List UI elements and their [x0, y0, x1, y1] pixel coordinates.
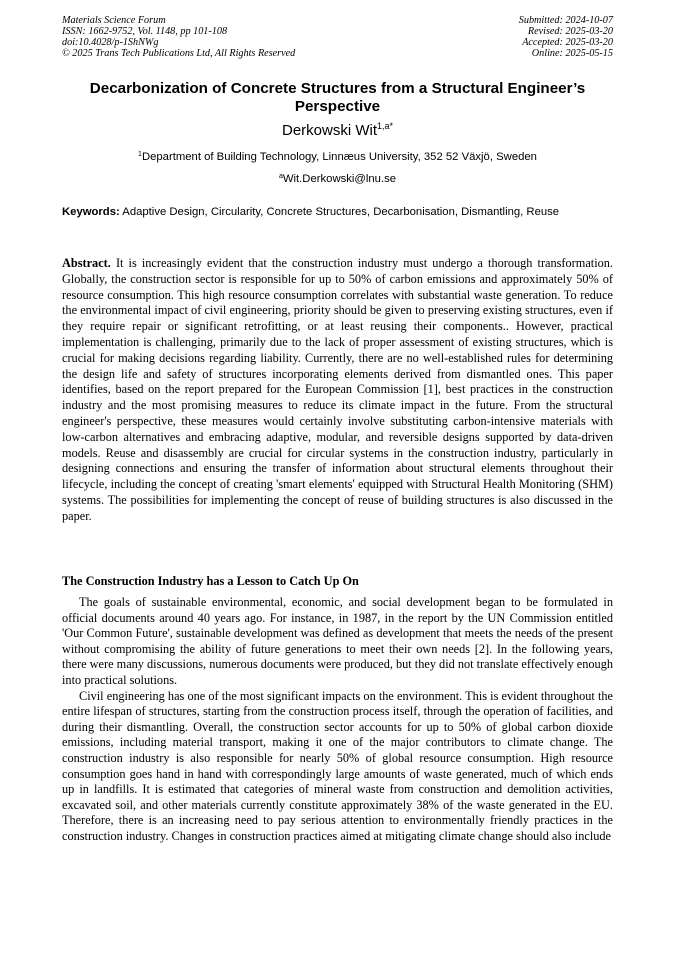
affiliation: [62, 150, 613, 164]
date-revised: Revised: 2025-03-20: [527, 26, 613, 37]
affiliation-mark: 1: [138, 151, 142, 158]
abstract-text: It is increasingly evident that the construction industry must undergo a thorough transformation. Globally, the construction sector is responsible for up to 50% of carbon emissions and approximately 50% of resource consumption. This high resource consumption correlates with substantial waste generation. To reduce the environmental impact of civil engineering, priority should be given to preserving existing structures, even if they require repair or significant retrofitting, or at least reusing their components.. However, practical implementation is challenging, primarily due to the lack of proper assessment of existing structures, which is crucial for making decisions regarding liability. Currently, there are no well-established rules for determining the design life and safety of structures incorporating elements derived from dismantled ones. This paper identifies, based on the report prepared for the European Commission [1], best practices in the construction industry and the most promising measures to reduce its climate impact in the future. From the structural engineer's perspective, these measures would certainly involve substituting carbon-intensive materials with low-carbon alternatives and embracing adaptive, modular, and reversible designs supported by data-driven models. Reuse and disassembly are crucial for circular systems in the construction industry, particularly in designing connections and ensuring the transfer of information about structural elements throughout their lifecycle, including the concept of creating 'smart elements' equipped with Structural Health Monitoring (SHM) systems. The possibilities for implementing the concept of reuse of building structures is also discussed in the paper.: [62, 256, 613, 523]
publication-dates: [519, 15, 613, 59]
keywords-label: Keywords:: [62, 206, 120, 218]
abstract: [62, 256, 613, 525]
abstract-label: Abstract.: [62, 256, 111, 270]
keywords: [62, 205, 613, 221]
journal-name: Materials Science Forum: [62, 15, 166, 26]
author-line: [62, 122, 613, 140]
email-mark: a: [278, 173, 283, 180]
author-marks: 1,a*: [377, 121, 394, 131]
affiliation-text: Department of Building Technology, Linnæus University, 352 52 Växjö, Sweden: [141, 151, 537, 163]
body-paragraph: Civil engineering has one of the most significant impacts on the environment. This is evident throughout the entire lifespan of structures, starting from the construction process itself, through the operation of facilities, and during their dismantling. Overall, the construction sector accounts for up to 50% of global carbon dioxide emissions, including material transport, making it one of the major contributors to climate change. The construction industry is also responsible for nearly 50% of global resource consumption. High resource consumption goes hand in hand with correspondingly large amounts of waste generated, much of which ends up in landfills. It is estimated that categories of mineral waste from construction and demolition activities, excavated soil, and other materials currently constitute approximately 38% of the waste generated in the EU. Therefore, there is an increasing need to pay serious attention to environmentally friendly practices in the construction industry. Changes in construction practices aimed at mitigating climate change should also include: [62, 688, 613, 843]
section-heading: The Construction Industry has a Lesson to Catch Up On: [62, 574, 359, 588]
journal-issn: ISSN: 1662-9752, Vol. 1148, pp 101-108: [62, 26, 228, 37]
date-submitted: Submitted: 2024-10-07: [518, 15, 613, 26]
section-body: [62, 595, 613, 845]
date-accepted: Accepted: 2025-03-20: [522, 37, 613, 48]
keywords-text: Adaptive Design, Circularity, Concrete Structures, Decarbonisation, Dismantling, Reuse: [122, 206, 560, 218]
author-email: [62, 172, 613, 186]
email-text: Wit.Derkowski@lnu.se: [282, 173, 397, 185]
author-name: Derkowski Wit: [281, 122, 377, 139]
paper-title: Decarbonization of Concrete Structures from a Structural Engineer’s Perspective: [89, 80, 586, 115]
journal-doi: doi:10.4028/p-1ShNWg: [62, 37, 159, 48]
journal-copyright: © 2025 Trans Tech Publications Ltd, All Rights Reserved: [62, 48, 296, 59]
journal-info: [62, 15, 295, 59]
body-paragraph: The goals of sustainable environmental, economic, and social development began to be formulated in official documents around 40 years ago. For instance, in 1987, in the report by the UN Commission entitled 'Our Common Future', sustainable development was defined as development that meets the needs of the present without compromising the ability of future generations to meet their own needs [2]. In the following years, there were many discussions, numerous documents were produced, but they did not translate effectively enough into practical solutions.: [62, 595, 613, 687]
date-online: Online: 2025-05-15: [531, 48, 613, 59]
